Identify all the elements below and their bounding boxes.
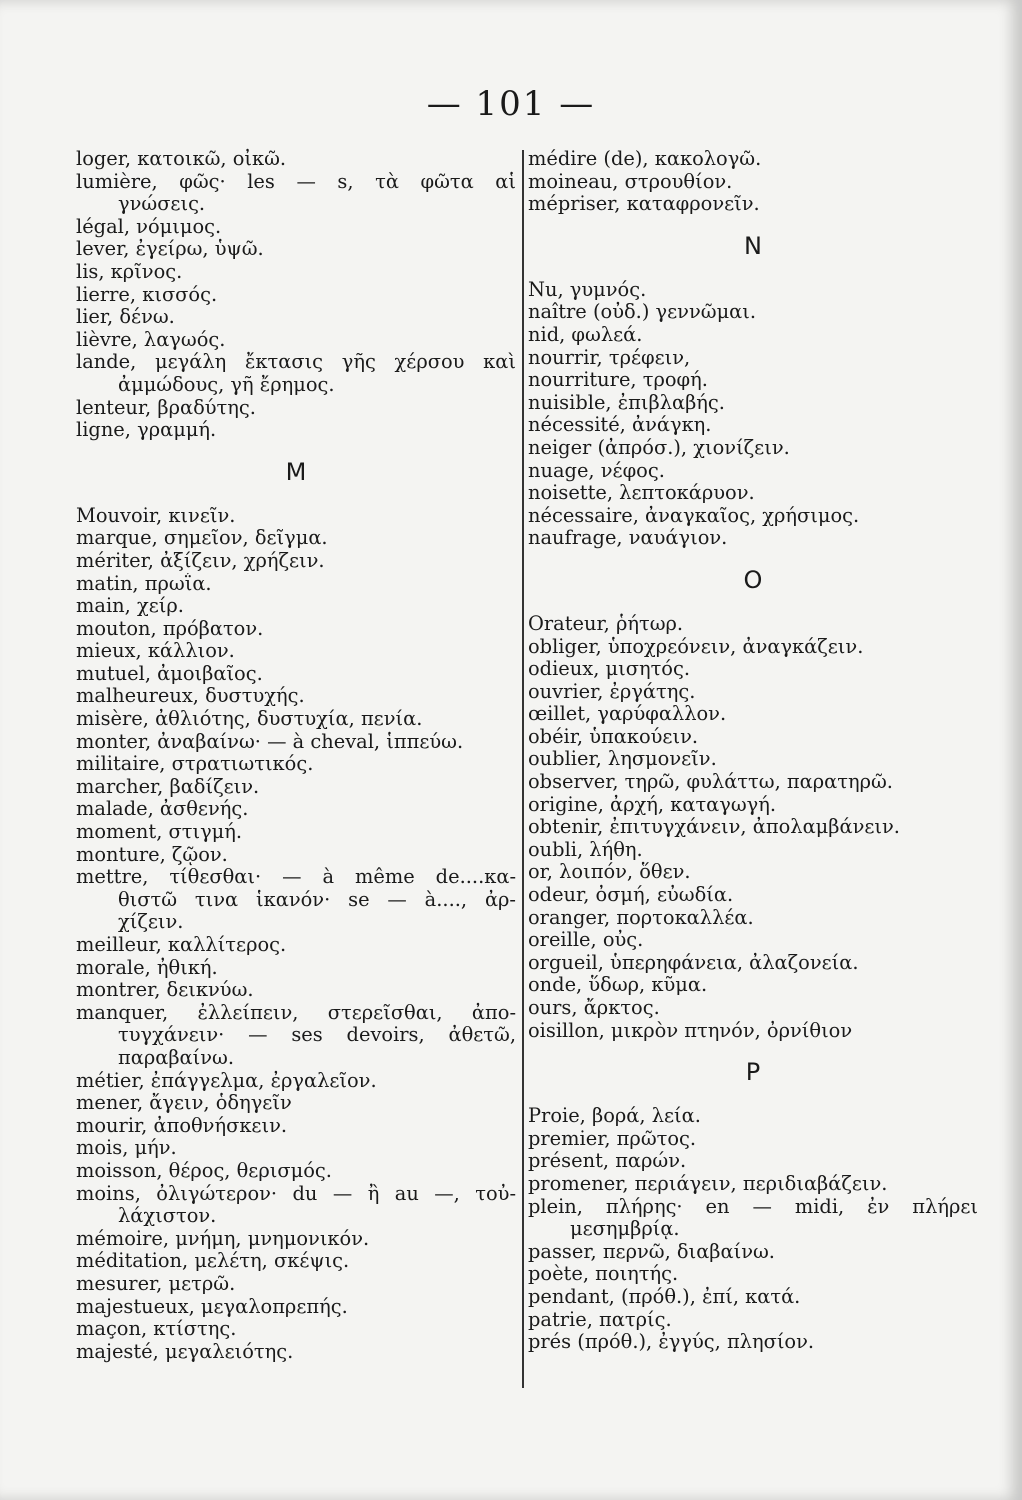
- entry: mettre, τίθεσθαι· — à même de....κα-: [76, 866, 516, 889]
- entry: or, λοιπόν, ὅθεν.: [528, 861, 691, 884]
- entry: matin, πρωΐα.: [76, 572, 212, 595]
- entry: lande, μεγάλη ἔκτασις γῆς χέρσου καὶ: [76, 351, 516, 374]
- entry: obéir, ὑπακούειν.: [528, 725, 699, 748]
- entry: mesurer, μετρῶ.: [76, 1272, 236, 1295]
- entry: promener, περιάγειν, περιδιαβάζειν.: [528, 1172, 888, 1195]
- entry: oisillon, μικρὸν πτηνόν, ὀρνίθιον: [528, 1019, 853, 1042]
- entry-continuation: τυγχάνειν· — ses devoirs, ἀθετῶ,: [118, 1024, 516, 1047]
- entry: morale, ἠθική.: [76, 956, 218, 979]
- entry: Orateur, ῥήτωρ.: [528, 612, 684, 635]
- entry: métier, ἐπάγγελμα, ἐργαλεῖον.: [76, 1069, 377, 1092]
- entry: noisette, λεπτοκάρυον.: [528, 482, 755, 505]
- entry: naufrage, ναυάγιον.: [528, 527, 728, 550]
- entry: militaire, στρατιωτικός.: [76, 753, 314, 776]
- page-number: — 101 —: [426, 84, 596, 124]
- entry: patrie, πατρίς.: [528, 1308, 672, 1331]
- entry: marque, σημεῖον, δεῖγμα.: [76, 527, 328, 550]
- entry: mourir, ἀποθνήσκειν.: [76, 1114, 288, 1137]
- entry: Nu, γυμνός.: [528, 278, 647, 301]
- entry: Proie, βορά, λεία.: [528, 1105, 701, 1128]
- entry: marcher, βαδίζειν.: [76, 775, 260, 798]
- section-heading-n: N: [744, 231, 762, 260]
- entry: origine, ἀρχή, καταγωγή.: [528, 793, 777, 816]
- entry: observer, τηρῶ, φυλάττω, παρατηρῶ.: [528, 771, 893, 794]
- entry: mouton, πρόβατον.: [76, 617, 264, 640]
- entry: ligne, γραμμή.: [76, 419, 217, 442]
- entry: nourriture, τροφή.: [528, 369, 708, 392]
- entry: lis, κρῖνος.: [76, 260, 183, 283]
- entry: nid, φωλεά.: [528, 323, 643, 346]
- entry: moisson, θέρος, θερισμός.: [76, 1159, 332, 1182]
- column-divider: [522, 150, 524, 1388]
- entry: lenteur, βραδύτης.: [76, 396, 256, 419]
- entry: oranger, πορτοκαλλέα.: [528, 906, 754, 929]
- entry: lier, δένω.: [76, 306, 175, 329]
- l-entries: [76, 148, 516, 442]
- entry: nécessaire, ἀναγκαῖος, χρήσιμος.: [528, 504, 860, 527]
- entry: présent, παρών.: [528, 1150, 687, 1173]
- entry: moment, στιγμή.: [76, 821, 243, 844]
- entry: orgueil, ὑπερηφάνεια, ἀλαζονεία.: [528, 951, 859, 974]
- entry: nuisible, ἐπιβλαβής.: [528, 391, 725, 414]
- o-entries: [528, 613, 978, 1042]
- entry: oreille, οὖς.: [528, 929, 644, 952]
- entry: odieux, μισητός.: [528, 658, 690, 681]
- entry-continuation: γνώσεις.: [118, 193, 206, 216]
- entry: passer, περνῶ, διαβαίνω.: [528, 1240, 775, 1263]
- entry: neiger (ἀπρόσ.), χιονίζειν.: [528, 436, 790, 459]
- entry: mois, μήν.: [76, 1137, 177, 1160]
- entry: oubli, λήθη.: [528, 838, 643, 861]
- entry: mieux, κάλλιον.: [76, 640, 235, 663]
- entry: main, χείρ.: [76, 595, 184, 618]
- m-entries: [76, 505, 516, 1364]
- entry: malade, ἀσθενής.: [76, 798, 249, 821]
- entry: nourrir, τρέφειν,: [528, 346, 691, 369]
- entry: Mouvoir, κινεῖν.: [76, 504, 236, 527]
- entry: montrer, δεικνύω.: [76, 979, 254, 1002]
- entry: onde, ὕδωρ, κῦμα.: [528, 974, 708, 997]
- entry: malheureux, δυστυχής.: [76, 685, 305, 708]
- entry: mémoire, μνήμη, μνημονικόν.: [76, 1227, 370, 1250]
- entry: moineau, στρουθίον.: [528, 170, 733, 193]
- entry: majesté, μεγαλειότης.: [76, 1340, 294, 1363]
- entry: maçon, κτίστης.: [76, 1318, 237, 1341]
- entry: loger, κατοικῶ, οἰκῶ.: [76, 148, 287, 170]
- p-entries: [528, 1105, 978, 1354]
- entry: monter, ἀναβαίνω· — à cheval, ἱππεύω.: [76, 730, 464, 753]
- entry: médire (de), κακολογῶ.: [528, 148, 762, 170]
- entry: nuage, νέφος.: [528, 459, 665, 482]
- entry-continuation: ἀμμώδους, γῆ ἔρημος.: [118, 373, 335, 396]
- entry: pendant, (πρόθ.), ἐπί, κατά.: [528, 1285, 801, 1308]
- entry: mutuel, ἀμοιβαῖος.: [76, 662, 263, 685]
- entry: plein, πλήρης· en — midi, ἐν πλήρει: [528, 1195, 978, 1218]
- entry: odeur, ὀσμή, εὐωδία.: [528, 884, 734, 907]
- entry: misère, ἀθλιότης, δυστυχία, πενία.: [76, 708, 423, 731]
- entry: lumière, φῶς· les — s, τὰ φῶτα αἱ: [76, 170, 516, 193]
- n-entries: [528, 279, 978, 550]
- entry: lever, ἐγείρω, ὑψῶ.: [76, 238, 264, 261]
- m-tail-entries: [528, 148, 978, 216]
- entry: légal, νόμιμος.: [76, 215, 222, 238]
- entry: premier, πρῶτος.: [528, 1127, 697, 1150]
- entry: nécessité, ἀνάγκη.: [528, 414, 712, 437]
- entry: majestueux, μεγαλοπρεπής.: [76, 1295, 348, 1318]
- entry: œillet, γαρύφαλλον.: [528, 703, 727, 726]
- entry: moins, ὀλιγώτερον· du — ἢ au —, τοὐ-: [76, 1182, 516, 1205]
- entry: prés (πρόθ.), ἐγγύς, πλησίον.: [528, 1331, 815, 1354]
- entry: naître (οὐδ.) γεννῶμαι.: [528, 301, 757, 324]
- entry-continuation: μεσημβρίᾳ.: [570, 1218, 680, 1241]
- entry: mener, ἄγειν, ὁδηγεῖν: [76, 1092, 292, 1115]
- entry-continuation: λάχιστον.: [118, 1205, 217, 1228]
- right-column: [528, 148, 978, 1354]
- entry-continuation: χίζειν.: [118, 911, 184, 934]
- entry: mériter, ἀξίζειν, χρήζειν.: [76, 549, 325, 572]
- entry: ouvrier, ἐργάτης.: [528, 680, 696, 703]
- entry: manquer, ἐλλείπειν, στερεῖσθαι, ἀπο-: [76, 1001, 516, 1024]
- entry: meilleur, καλλίτερος.: [76, 934, 287, 956]
- entry: poète, ποιητής.: [528, 1263, 679, 1286]
- entry: obliger, ὑποχρεόνειν, ἀναγκάζειν.: [528, 635, 864, 658]
- entry: lièvre, λαγωός.: [76, 328, 226, 351]
- section-heading-o: O: [743, 565, 763, 594]
- entry: méditation, μελέτη, σκέψις.: [76, 1250, 350, 1273]
- entry: obtenir, ἐπιτυγχάνειν, ἀπολαμβάνειν.: [528, 816, 900, 839]
- entry: monture, ζῷον.: [76, 843, 228, 866]
- entry-continuation: παραβαίνω.: [118, 1046, 235, 1069]
- section-heading-p: P: [745, 1058, 761, 1087]
- entry-continuation: θιστῶ τινα ἱκανόν· se — à...., ἀρ-: [118, 888, 516, 911]
- entry: mépriser, καταφρονεῖν.: [528, 193, 760, 216]
- entry: ours, ἄρκτος.: [528, 997, 660, 1019]
- left-column: [76, 148, 516, 1363]
- entry: oublier, λησμονεῖν.: [528, 748, 717, 771]
- section-heading-m: M: [285, 457, 307, 486]
- entry: lierre, κισσός.: [76, 283, 218, 306]
